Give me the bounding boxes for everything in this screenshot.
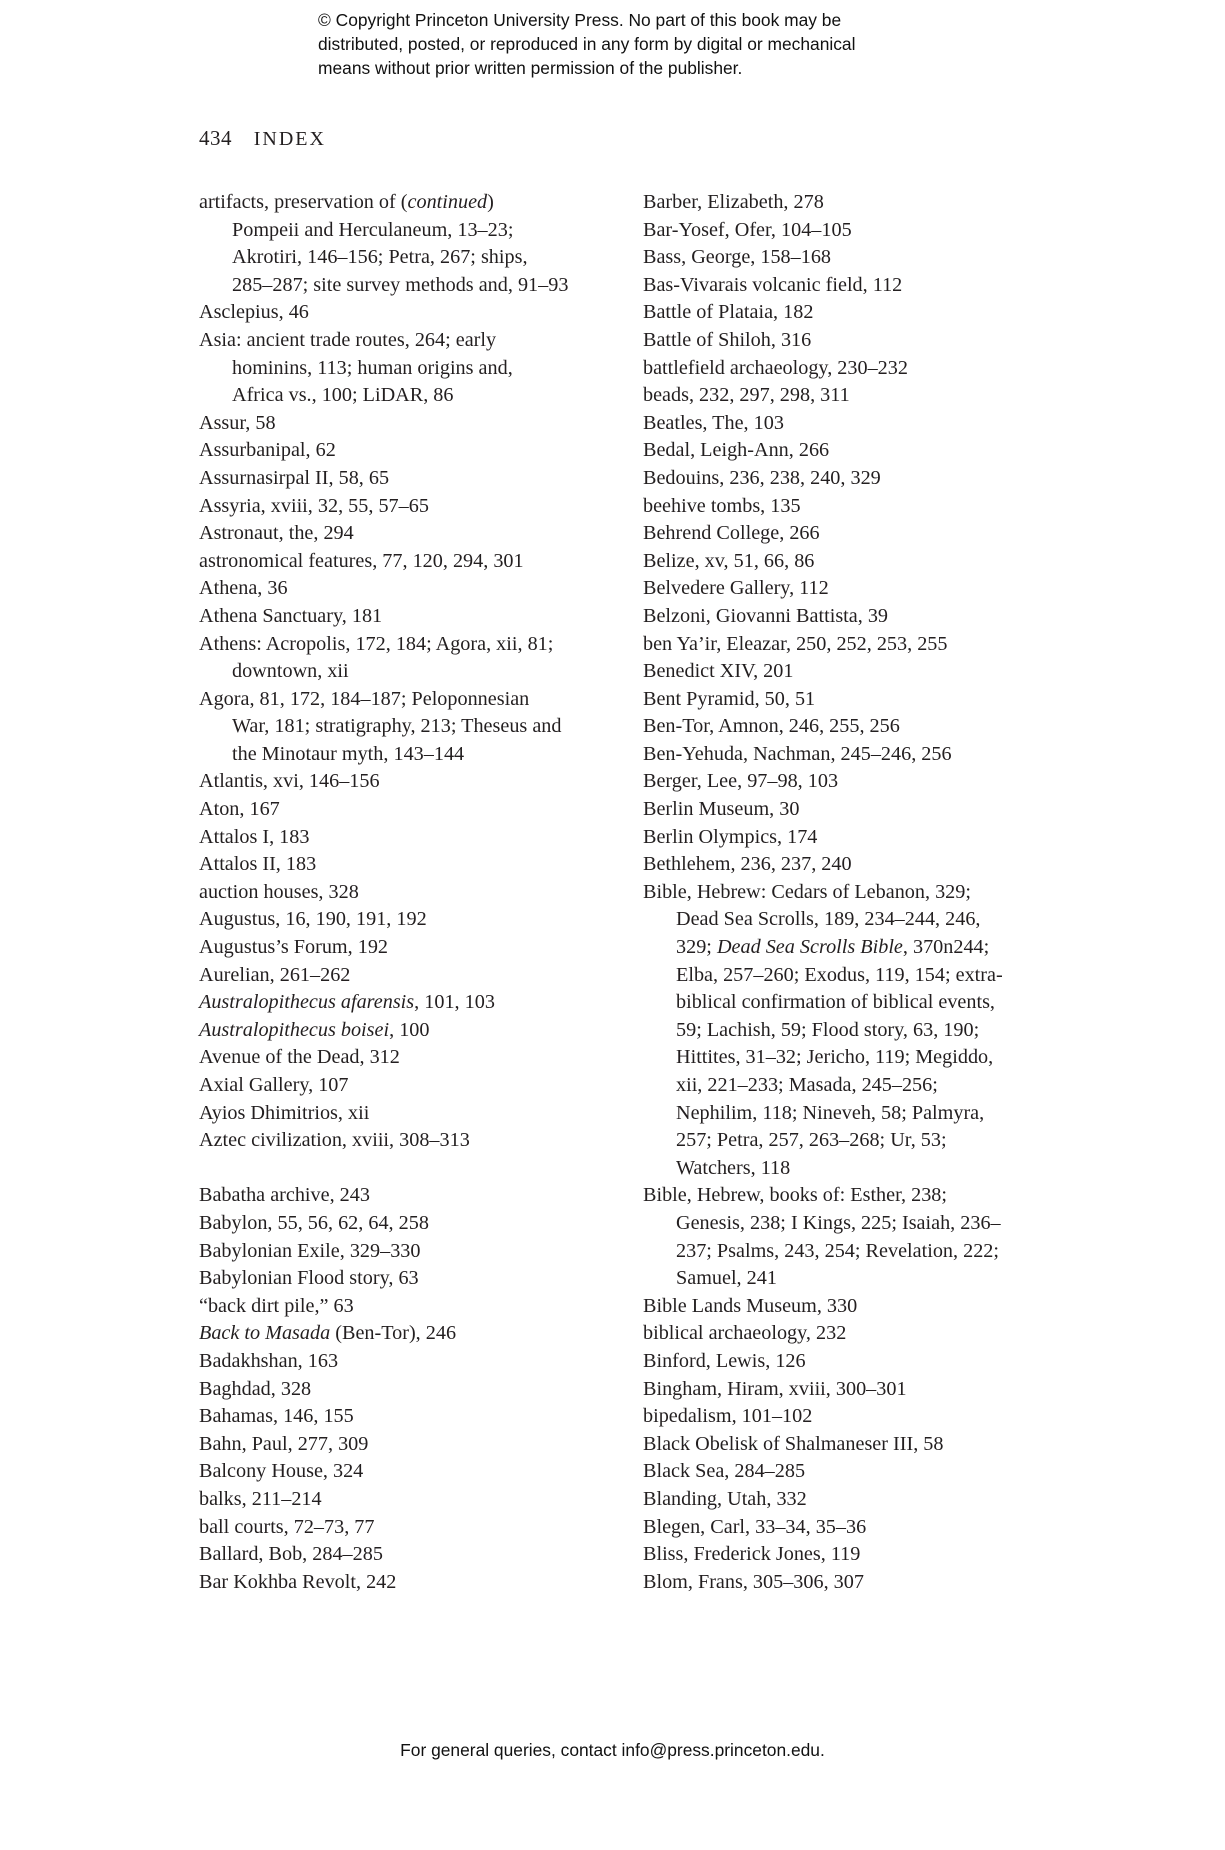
index-entry: Bahamas, 146, 155	[199, 1405, 354, 1428]
index-entry: Avenue of the Dead, 312	[199, 1046, 400, 1069]
italic-title: continued	[407, 191, 488, 213]
index-entry: Ayios Dhimitrios, xii	[199, 1101, 370, 1124]
index-entry: Bible Lands Museum, 330	[643, 1294, 858, 1317]
index-entry: Bingham, Hiram, xviii, 300–301	[643, 1377, 907, 1400]
index-entry: Bar-Yosef, Ofer, 104–105	[643, 218, 852, 241]
index-entry: Babylonian Exile, 329–330	[199, 1239, 421, 1262]
index-entry: biblical archaeology, 232	[643, 1322, 847, 1345]
index-entry: Back to Masada (Ben-Tor), 246	[199, 1322, 457, 1345]
index-entry: Behrend College, 266	[643, 522, 820, 545]
index-entry: beads, 232, 297, 298, 311	[643, 384, 850, 407]
index-entry: Ben-Yehuda, Nachman, 245–246, 256	[643, 742, 952, 765]
copyright-notice	[318, 8, 938, 80]
footer-contact: For general queries, contact info@press.princeton.edu.	[400, 1740, 825, 1760]
index-entry: auction houses, 328	[199, 880, 359, 903]
index-entry: Australopithecus afarensis, 101, 103	[199, 991, 495, 1014]
index-entry: Bas-Vivarais volcanic field, 112	[643, 273, 903, 296]
index-entry: Attalos II, 183	[199, 853, 317, 876]
index-entry: Asia: ancient trade routes, 264; early hominins, 113; human origins and, Africa vs., 100; LiDAR, 86	[199, 328, 513, 407]
index-entry: bipedalism, 101–102	[643, 1405, 813, 1428]
index-entry: Belzoni, Giovanni Battista, 39	[643, 604, 889, 627]
copyright-line: © Copyright Princeton University Press. No part of this book may be	[318, 10, 842, 30]
italic-title: Australopithecus afarensis	[199, 991, 415, 1014]
index-entry: astronomical features, 77, 120, 294, 301	[199, 549, 524, 572]
index-entry: Bedouins, 236, 238, 240, 329	[643, 466, 881, 489]
index-entry: Babatha archive, 243	[199, 1184, 370, 1207]
index-entry: balks, 211–214	[199, 1487, 322, 1510]
index-entry: Berlin Museum, 30	[643, 798, 800, 821]
index-entry: Babylonian Flood story, 63	[199, 1267, 419, 1290]
index-entry: Binford, Lewis, 126	[643, 1349, 806, 1372]
index-entry: Bible, Hebrew: Cedars of Lebanon, 329; Dead Sea Scrolls, 189, 234–244, 246, 329; Dead Sea Scrolls Bible, 370n244; Elba, 257–260; Exodus, 119, 154; extra- biblical confirmation of biblical events, 59; Lachish, 59; Flood story, 63, 190; Hittites, 31–32; Jericho, 119; Megiddo, xii, 221–233; Masada, 245–256; Nephilim, 118; Nineveh, 58; Palmyra, 257; Petra, 257, 263–268; Ur, 53; Watchers, 118	[643, 880, 1003, 1179]
italic-title: Back to Masada	[199, 1322, 331, 1345]
index-entry: Babylon, 55, 56, 62, 64, 258	[199, 1211, 429, 1234]
index-entry: Battle of Plataia, 182	[643, 301, 814, 324]
page-title: INDEX	[253, 128, 326, 150]
running-head	[199, 126, 326, 151]
index-entry: Blom, Frans, 305–306, 307	[643, 1570, 864, 1593]
index-entry: Axial Gallery, 107	[199, 1074, 349, 1096]
index-column-left	[199, 189, 639, 1596]
index-entry: Bliss, Frederick Jones, 119	[643, 1543, 861, 1566]
index-entry: Balcony House, 324	[199, 1460, 364, 1483]
index-entry: Bass, George, 158–168	[643, 246, 832, 269]
index-entry: artifacts, preservation of (continued) Pompeii and Herculaneum, 13–23; Akrotiri, 146–156; Petra, 267; ships, 285–287; site survey methods and, 91–93	[199, 191, 569, 296]
index-entry: battlefield archaeology, 230–232	[643, 356, 908, 379]
index-entry: ball courts, 72–73, 77	[199, 1515, 375, 1538]
index-entry: Attalos I, 183	[199, 825, 310, 848]
index-entry: Athens: Acropolis, 172, 184; Agora, xii, 81; downtown, xii	[199, 632, 554, 683]
index-entry: Ben-Tor, Amnon, 246, 255, 256	[643, 715, 900, 738]
index-entry: Assur, 58	[199, 411, 276, 434]
index-entry: Athena, 36	[199, 577, 288, 600]
index-entry: Bar Kokhba Revolt, 242	[199, 1570, 397, 1593]
index-entry: Badakhshan, 163	[199, 1349, 339, 1372]
index-entry: Assurbanipal, 62	[199, 439, 336, 462]
index-entry: Bent Pyramid, 50, 51	[643, 687, 816, 710]
copyright-line: means without prior written permission of the publisher.	[318, 58, 743, 78]
index-entry: beehive tombs, 135	[643, 494, 801, 517]
index-entry: Battle of Shiloh, 316	[643, 328, 812, 351]
index-entry: Athena Sanctuary, 181	[199, 604, 383, 627]
index-entry: Blanding, Utah, 332	[643, 1487, 807, 1510]
index-entry: Assurnasirpal II, 58, 65	[199, 466, 390, 489]
index-entry: Belvedere Gallery, 112	[643, 577, 829, 600]
index-entry: Bahn, Paul, 277, 309	[199, 1432, 369, 1455]
index-entry: Agora, 81, 172, 184–187; Peloponnesian War, 181; stratigraphy, 213; Theseus and the Minotaur myth, 143–144	[199, 687, 562, 765]
index-entry: Astronaut, the, 294	[199, 522, 354, 545]
index-entry: Black Sea, 284–285	[643, 1460, 806, 1483]
index-entry: Belize, xv, 51, 66, 86	[643, 549, 815, 572]
index-entry: ben Ya’ir, Eleazar, 250, 252, 253, 255	[643, 632, 948, 655]
index-entry: Augustus, 16, 190, 191, 192	[199, 908, 427, 931]
index-entry: Augustus’s Forum, 192	[199, 936, 389, 959]
index-entry: Bible, Hebrew, books of: Esther, 238; Genesis, 238; I Kings, 225; Isaiah, 236– 237; Psalms, 243, 254; Revelation, 222; Samuel, 241	[643, 1184, 1001, 1290]
index-entry: Ballard, Bob, 284–285	[199, 1543, 383, 1566]
index-entry: Aton, 167	[199, 798, 280, 821]
index-entry: Asclepius, 46	[199, 301, 309, 324]
index-entry: Aztec civilization, xviii, 308–313	[199, 1129, 470, 1152]
copyright-line: distributed, posted, or reproduced in any form by digital or mechanical	[318, 34, 856, 54]
index-entry: Bedal, Leigh-Ann, 266	[643, 439, 830, 462]
index-entry: Atlantis, xvi, 146–156	[199, 770, 380, 793]
index-entry: “back dirt pile,” 63	[199, 1294, 354, 1317]
index-entry: Berger, Lee, 97–98, 103	[643, 770, 839, 793]
index-entry: Barber, Elizabeth, 278	[643, 191, 824, 213]
italic-title: Australopithecus boisei	[199, 1018, 390, 1041]
index-entry: Berlin Olympics, 174	[643, 825, 818, 848]
index-entry: Beatles, The, 103	[643, 411, 784, 434]
italic-title: Dead Sea Scrolls Bible	[716, 936, 903, 959]
index-entry: Bethlehem, 236, 237, 240	[643, 853, 852, 876]
index-entry: Assyria, xviii, 32, 55, 57–65	[199, 494, 429, 517]
index-entry: Blegen, Carl, 33–34, 35–36	[643, 1515, 867, 1538]
index-column-right	[643, 189, 1083, 1596]
index-entry: Aurelian, 261–262	[199, 963, 351, 986]
index-entry: Black Obelisk of Shalmaneser III, 58	[643, 1432, 944, 1455]
index-entry: Australopithecus boisei, 100	[199, 1018, 430, 1041]
index-entry: Baghdad, 328	[199, 1377, 312, 1400]
index-entry: Benedict XIV, 201	[643, 660, 794, 683]
page-number: 434	[199, 126, 232, 150]
